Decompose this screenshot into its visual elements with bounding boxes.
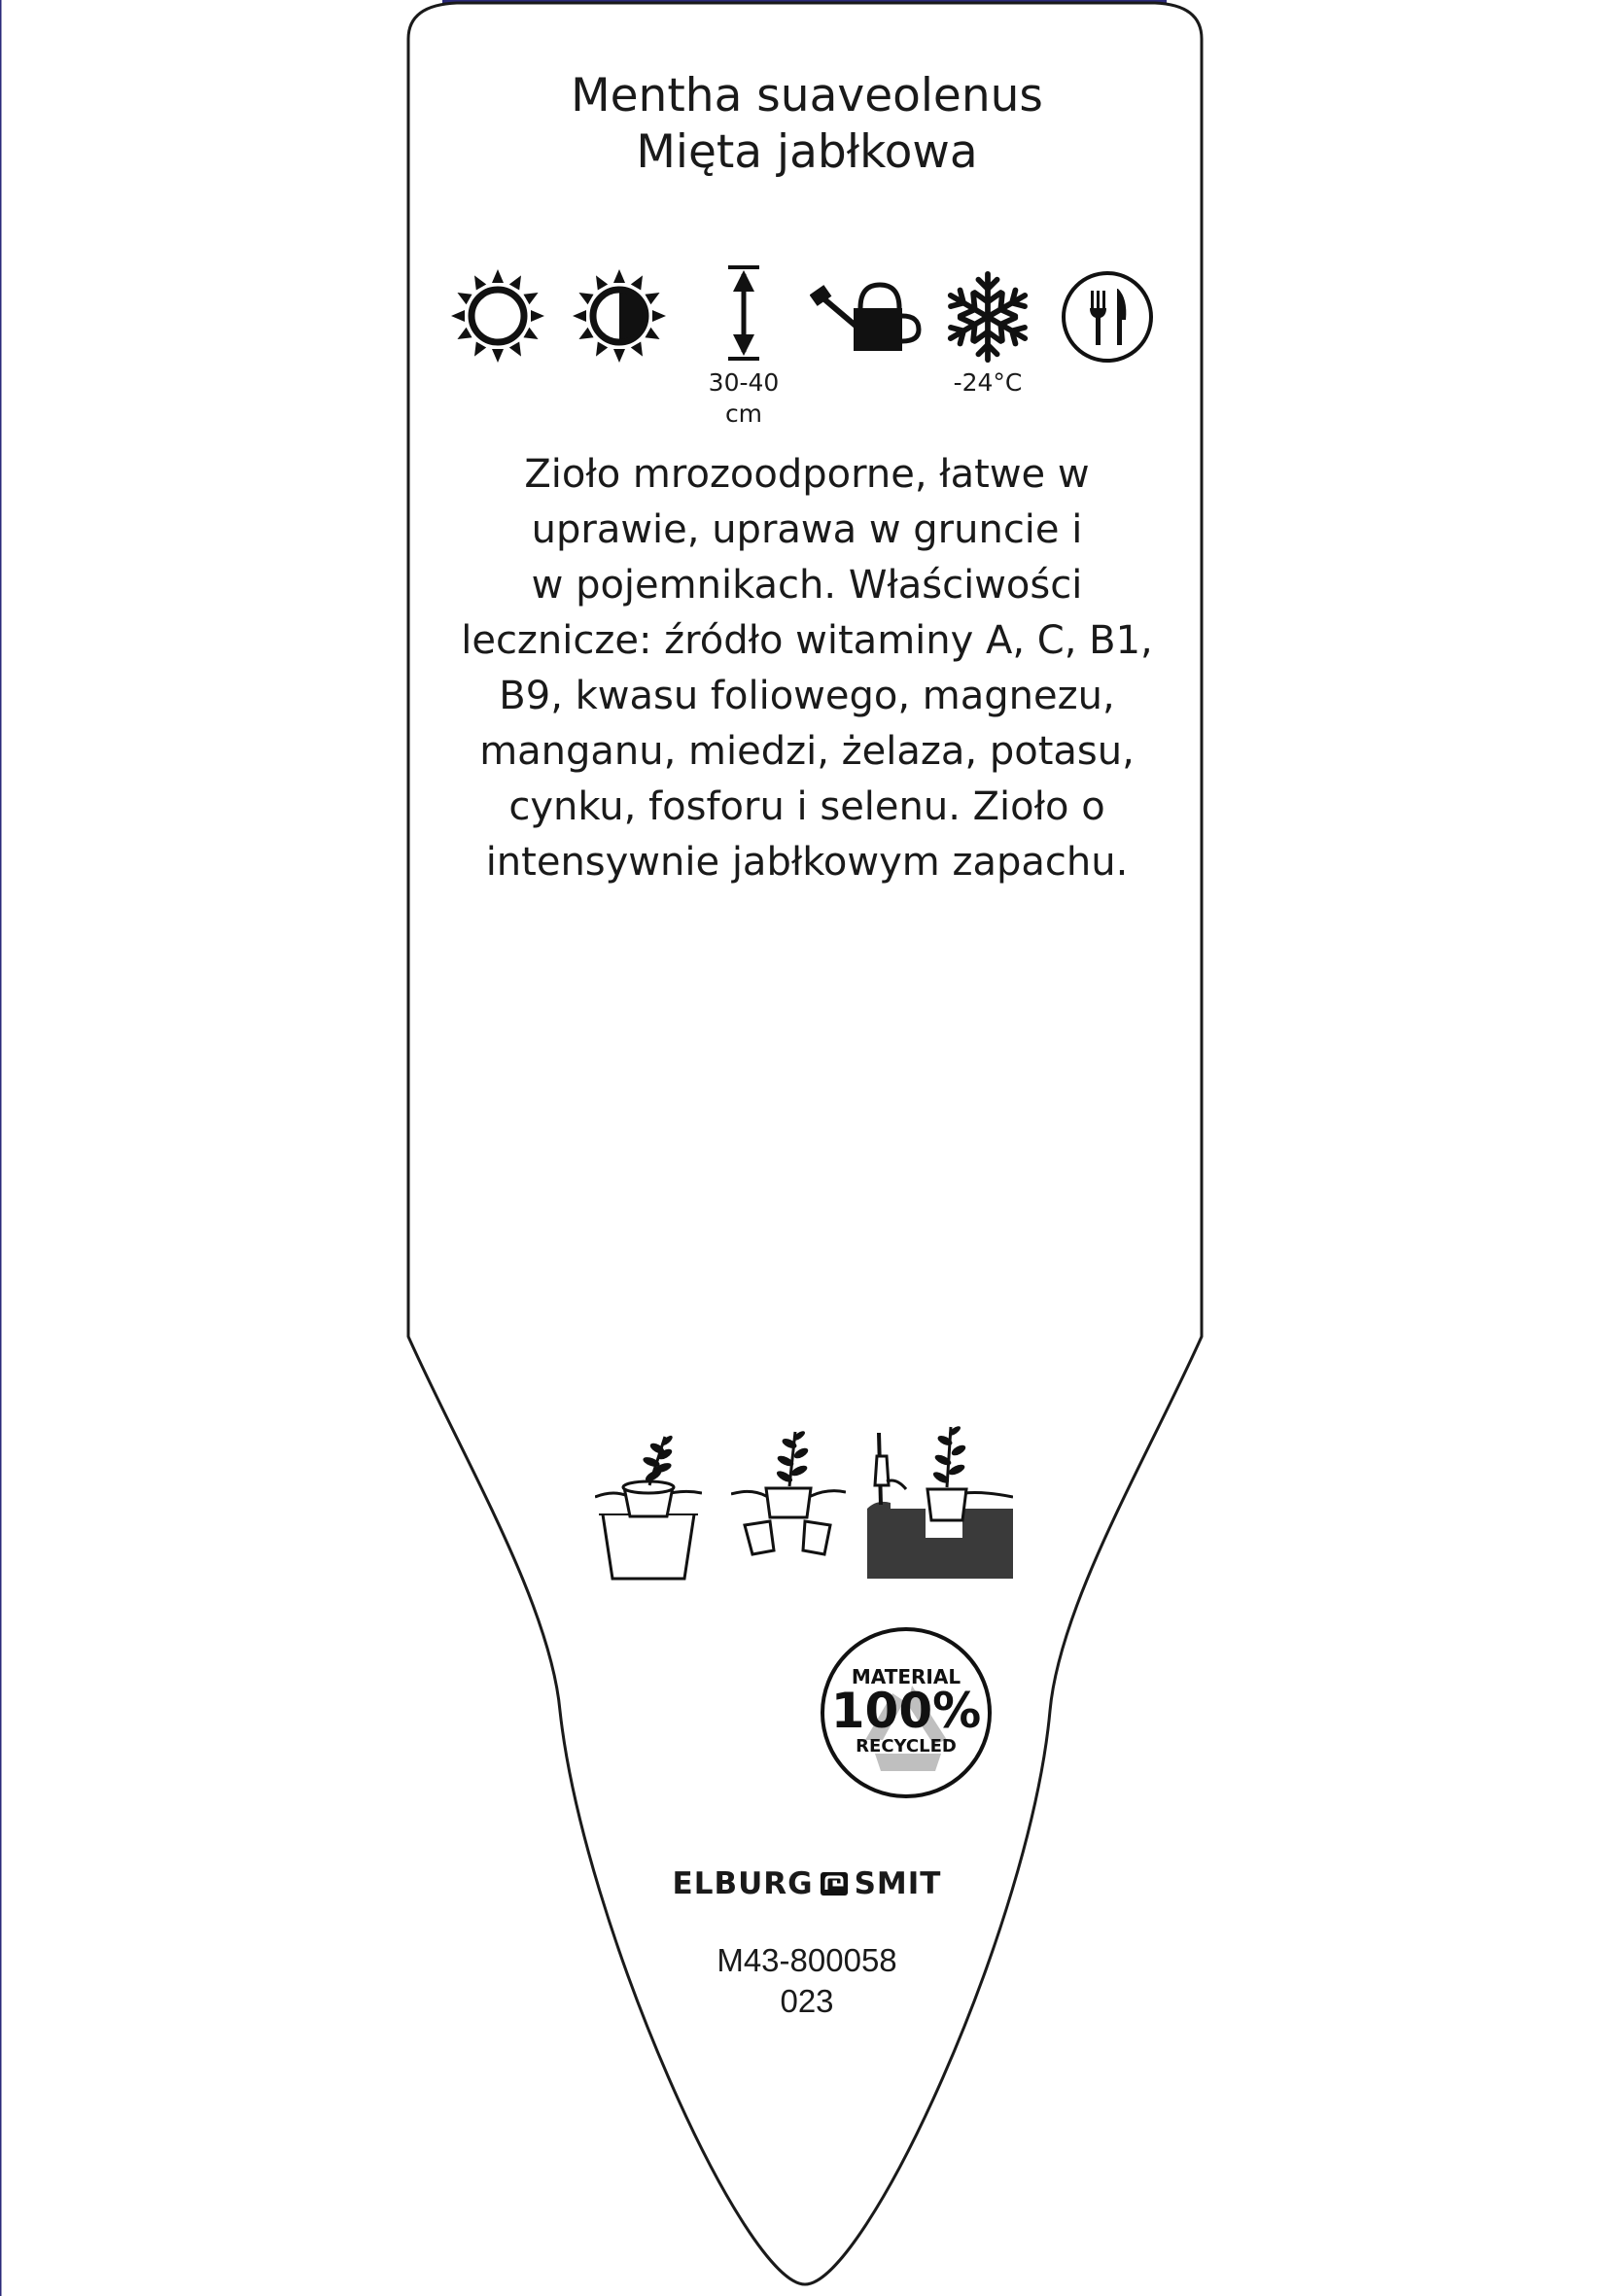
badge-line-2: 100% bbox=[830, 1683, 982, 1739]
soak-in-water-icon bbox=[595, 1429, 702, 1583]
hardiness-label: -24°C bbox=[953, 368, 1023, 397]
description-line: manganu, miedzi, żelaza, potasu, bbox=[479, 729, 1135, 774]
description-line: Zioło mrozoodporne, łatwe w bbox=[524, 452, 1090, 497]
recycled-badge bbox=[819, 1625, 994, 1800]
description bbox=[428, 447, 1186, 890]
description-line: intensywnie jabłkowym zapachu. bbox=[485, 840, 1129, 885]
description-line: B9, kwasu foliowego, magnezu, bbox=[499, 674, 1115, 718]
remove-pot-icon bbox=[731, 1424, 846, 1568]
height-arrow-icon bbox=[724, 264, 763, 362]
edible-cutlery-icon bbox=[1060, 269, 1155, 365]
full-sun-icon bbox=[449, 267, 546, 365]
product-code: M43-800058 bbox=[717, 1942, 897, 1978]
description-line: w pojemnikach. Właściwości bbox=[531, 563, 1083, 608]
description-line: uprawie, uprawa w gruncie i bbox=[531, 507, 1083, 552]
height-unit-label: cm bbox=[724, 400, 763, 428]
product-batch: 023 bbox=[780, 1983, 834, 2019]
badge-line-1: MATERIAL bbox=[851, 1665, 961, 1688]
common-name: Mięta jabłkowa bbox=[636, 125, 978, 179]
brand-left: ELBURG bbox=[672, 1866, 814, 1901]
description-line: cynku, fosforu i selenu. Zioło o bbox=[508, 784, 1105, 829]
badge-line-3: RECYCLED bbox=[856, 1736, 957, 1757]
brand-right: SMIT bbox=[854, 1866, 942, 1901]
snowflake-icon bbox=[941, 270, 1034, 364]
height-label: 30-40 bbox=[708, 368, 780, 397]
partial-shade-icon bbox=[571, 267, 668, 365]
description-line: lecznicze: źródło witaminy A, C, B1, bbox=[461, 618, 1153, 663]
latin-name: Mentha suaveolenus bbox=[571, 69, 1043, 122]
watering-can-icon bbox=[810, 277, 922, 355]
brand-logo bbox=[583, 1866, 1031, 1901]
plant-in-soil-icon bbox=[867, 1421, 1013, 1579]
brand-mark-icon bbox=[820, 1871, 849, 1896]
